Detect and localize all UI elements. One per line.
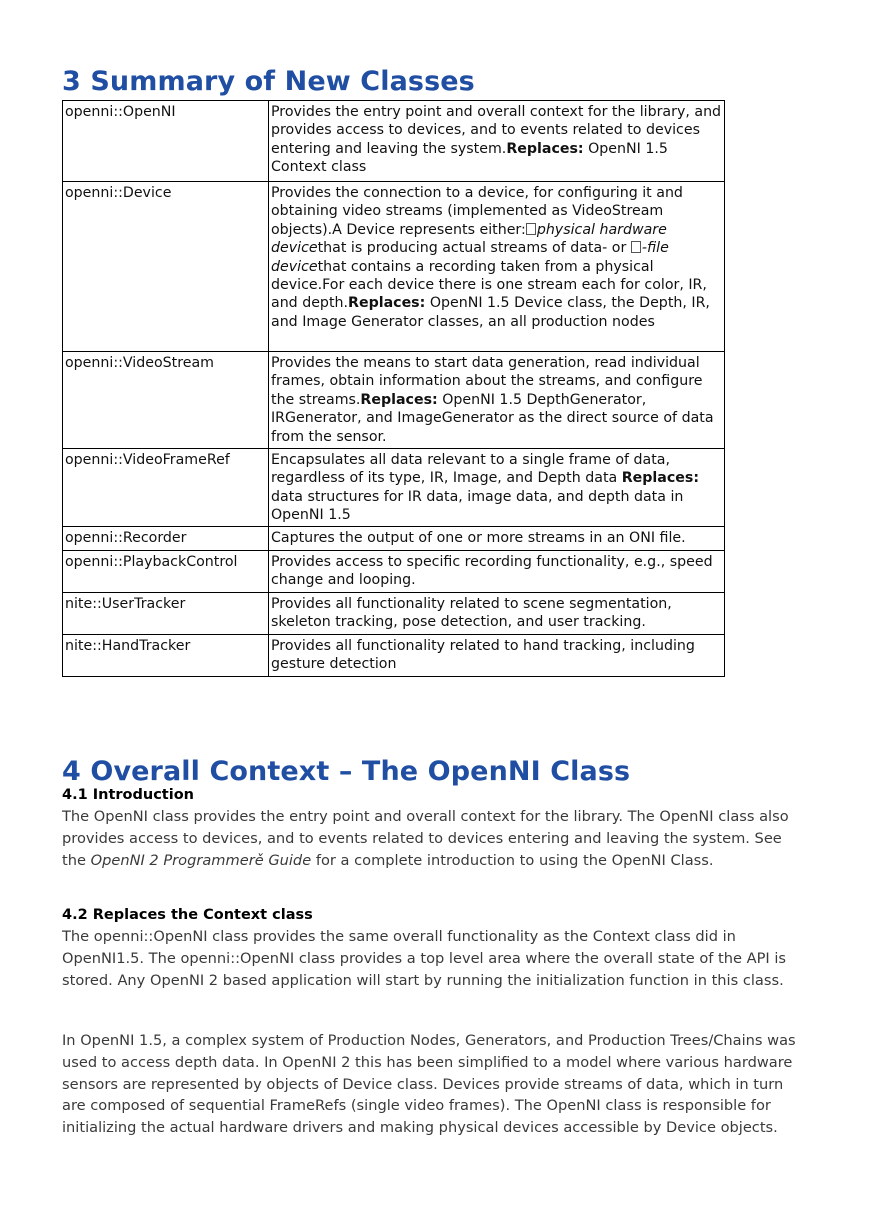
table-row <box>63 352 725 449</box>
class-name-cell: openni::Device <box>63 182 269 352</box>
class-name-cell: openni::PlaybackControl <box>63 551 269 593</box>
replaces-text: OpenNI 1.5 Context class <box>271 140 668 176</box>
replaces-text: data structures for IR data, image data, and depth data in OpenNI 1.5 <box>271 488 684 524</box>
replaces-text: OpenNI 1.5 DepthGenerator, IRGenerator, and ImageGenerator as the direct source of data from the sensor. <box>271 391 714 445</box>
missing-glyph-icon <box>526 223 536 235</box>
description-text: that contains a recording taken from a physical device.For each device there is one stream each for color, IR, and depth. <box>271 258 707 312</box>
replaces-label: Replaces: <box>506 140 584 157</box>
replaces-label: Replaces: <box>348 295 426 312</box>
class-name-cell: openni::Recorder <box>63 527 269 551</box>
class-name-cell: openni::VideoFrameRef <box>63 449 269 527</box>
description-text: Provides the connection to a device, for configuring it and obtaining video streams (implemented as VideoStream objects).A Device represents either: <box>271 185 683 238</box>
class-description-cell: Provides all functionality related to hand tracking, including gesture detection <box>269 635 725 677</box>
table-row <box>63 551 725 593</box>
table-row <box>63 449 725 527</box>
section-4-heading: 4 Overall Context – The OpenNI Class <box>62 756 631 787</box>
replaces-label: Replaces: <box>360 391 438 408</box>
class-description-cell: Captures the output of one or more streams in an ONI file. <box>269 527 725 551</box>
description-text: Encapsulates all data relevant to a single frame of data, regardless of its type, IR, Image, and Depth data <box>271 452 670 487</box>
description-text: that is producing actual streams of data- or <box>317 240 631 257</box>
class-description-cell <box>269 352 725 449</box>
description-italic-text: -file device <box>271 240 669 275</box>
table-row <box>63 635 725 677</box>
subsection-4-2-heading: 4.2 Replaces the Context class <box>62 907 313 923</box>
class-name-cell: openni::VideoStream <box>63 352 269 449</box>
table-row <box>63 593 725 635</box>
table-row <box>63 527 725 551</box>
replaces-label: Replaces: <box>621 470 700 487</box>
guide-title-italic: OpenNI 2 Programmerě Guide <box>90 851 312 869</box>
class-description-cell: Provides all functionality related to scene segmentation, skeleton tracking, pose detection, and user tracking. <box>269 593 725 635</box>
table-row <box>63 101 725 182</box>
paragraph-text: for a complete introduction to using the OpenNI Class. <box>311 851 714 869</box>
class-description-cell <box>269 182 725 352</box>
subsection-4-1-heading: 4.1 Introduction <box>62 787 194 803</box>
production-nodes-paragraph: In OpenNI 1.5, a complex system of Production Nodes, Generators, and Production Trees/Chains was used to access depth data. In OpenNI 2 this has been simplified to a model where various hardware sensors are represented by objects of Device class. Devices provide streams of data, which in turn are composed of sequential FrameRefs (single video frames). The OpenNI class is responsible for initializing the actual hardware drivers and making physical devices accessible by Device objects. <box>62 1032 796 1137</box>
replaces-context-paragraph: The openni::OpenNI class provides the same overall functionality as the Context class did in OpenNI1.5. The openni::OpenNI class provides a top level area where the overall state of the API is stored. Any OpenNI 2 based application will start by running the initialization function in this class. <box>62 928 787 989</box>
class-description-cell <box>269 449 725 527</box>
introduction-paragraph <box>62 806 808 871</box>
description-text: Provides the entry point and overall context for the library, and provides access to devices, and to events related to devices entering and leaving the system. <box>271 104 722 157</box>
section-3-heading: 3 Summary of New Classes <box>62 66 475 97</box>
class-name-cell: nite::UserTracker <box>63 593 269 635</box>
classes-summary-table <box>62 100 725 677</box>
class-name-cell: nite::HandTracker <box>63 635 269 677</box>
class-name-cell: openni::OpenNI <box>63 101 269 182</box>
description-text: Provides the means to start data generation, read individual frames, obtain information about the streams, and configure the streams. <box>271 355 703 408</box>
missing-glyph-icon <box>631 241 641 253</box>
class-description-cell <box>269 101 725 182</box>
table-row <box>63 182 725 352</box>
replaces-text: OpenNI 1.5 Device class, the Depth, IR, and Image Generator classes, an all production nodes <box>271 295 710 330</box>
paragraph-text: The OpenNI class provides the entry point and overall context for the library. The OpenNI class also provides access to devices, and to events related to devices entering and leaving the system. See the <box>62 808 789 869</box>
class-description-cell: Provides access to specific recording functionality, e.g., speed change and looping. <box>269 551 725 593</box>
description-italic-text: physical hardware device <box>271 221 667 257</box>
